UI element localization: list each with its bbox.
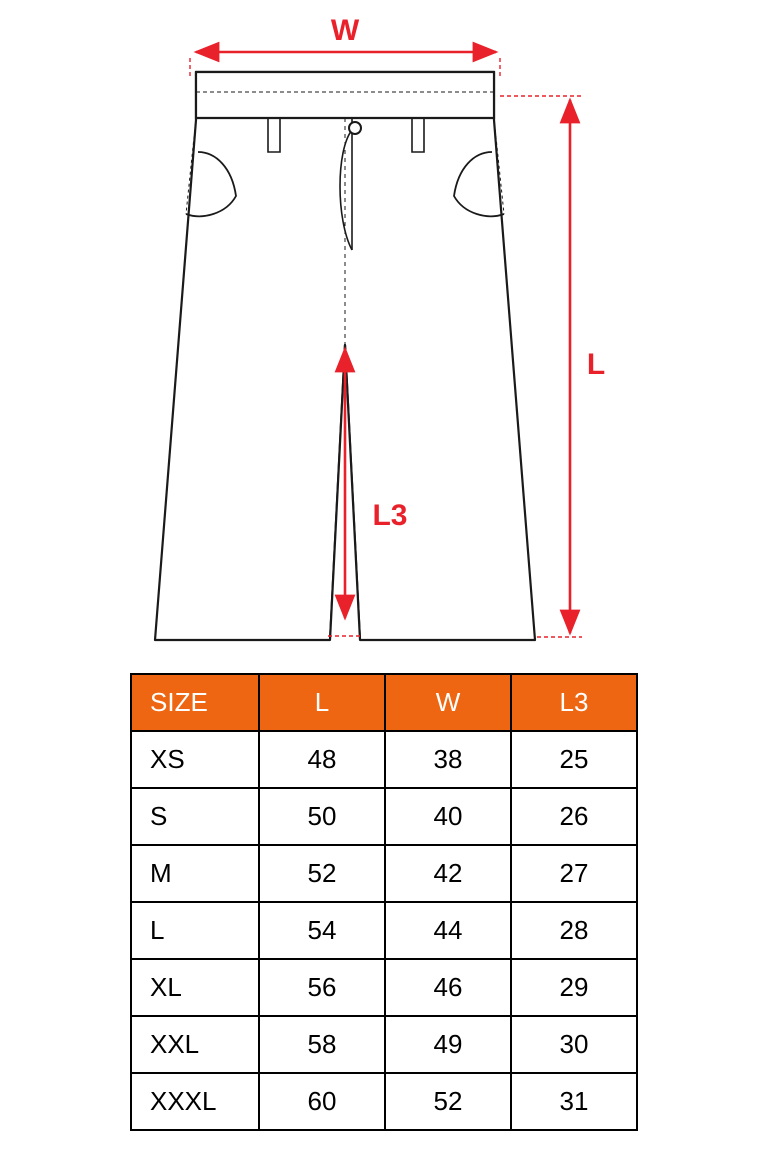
label-width: W [330, 14, 360, 47]
cell-l3: 28 [511, 902, 637, 959]
cell-l3: 29 [511, 959, 637, 1016]
cell-w: 52 [385, 1073, 511, 1130]
cell-l: 56 [259, 959, 385, 1016]
cell-l3: 30 [511, 1016, 637, 1073]
cell-size: M [131, 845, 259, 902]
header-l: L [259, 674, 385, 731]
cell-l: 50 [259, 788, 385, 845]
cell-size: XXL [131, 1016, 259, 1073]
cell-size: XL [131, 959, 259, 1016]
cell-w: 44 [385, 902, 511, 959]
cell-w: 46 [385, 959, 511, 1016]
cell-l3: 27 [511, 845, 637, 902]
cell-w: 42 [385, 845, 511, 902]
header-w: W [385, 674, 511, 731]
size-table [130, 673, 638, 1131]
cell-l: 60 [259, 1073, 385, 1130]
cell-l: 52 [259, 845, 385, 902]
header-l3: L3 [511, 674, 637, 731]
cell-l3: 26 [511, 788, 637, 845]
cell-l: 54 [259, 902, 385, 959]
table-header-row [131, 674, 637, 731]
table-row [131, 1016, 637, 1073]
table-row [131, 731, 637, 788]
size-table-wrapper [130, 673, 638, 1131]
table-row [131, 902, 637, 959]
cell-l: 58 [259, 1016, 385, 1073]
cell-l: 48 [259, 731, 385, 788]
label-inseam: L3 [372, 499, 408, 532]
table-row [131, 959, 637, 1016]
header-size: SIZE [131, 674, 259, 731]
label-length: L [586, 348, 606, 381]
table-row [131, 788, 637, 845]
table-row [131, 845, 637, 902]
table-row [131, 1073, 637, 1130]
cell-size: L [131, 902, 259, 959]
cell-l3: 25 [511, 731, 637, 788]
cell-w: 38 [385, 731, 511, 788]
cell-size: S [131, 788, 259, 845]
cell-size: XXXL [131, 1073, 259, 1130]
cell-size: XS [131, 731, 259, 788]
cell-w: 40 [385, 788, 511, 845]
cell-w: 49 [385, 1016, 511, 1073]
cell-l3: 31 [511, 1073, 637, 1130]
dimension-width [190, 14, 500, 76]
